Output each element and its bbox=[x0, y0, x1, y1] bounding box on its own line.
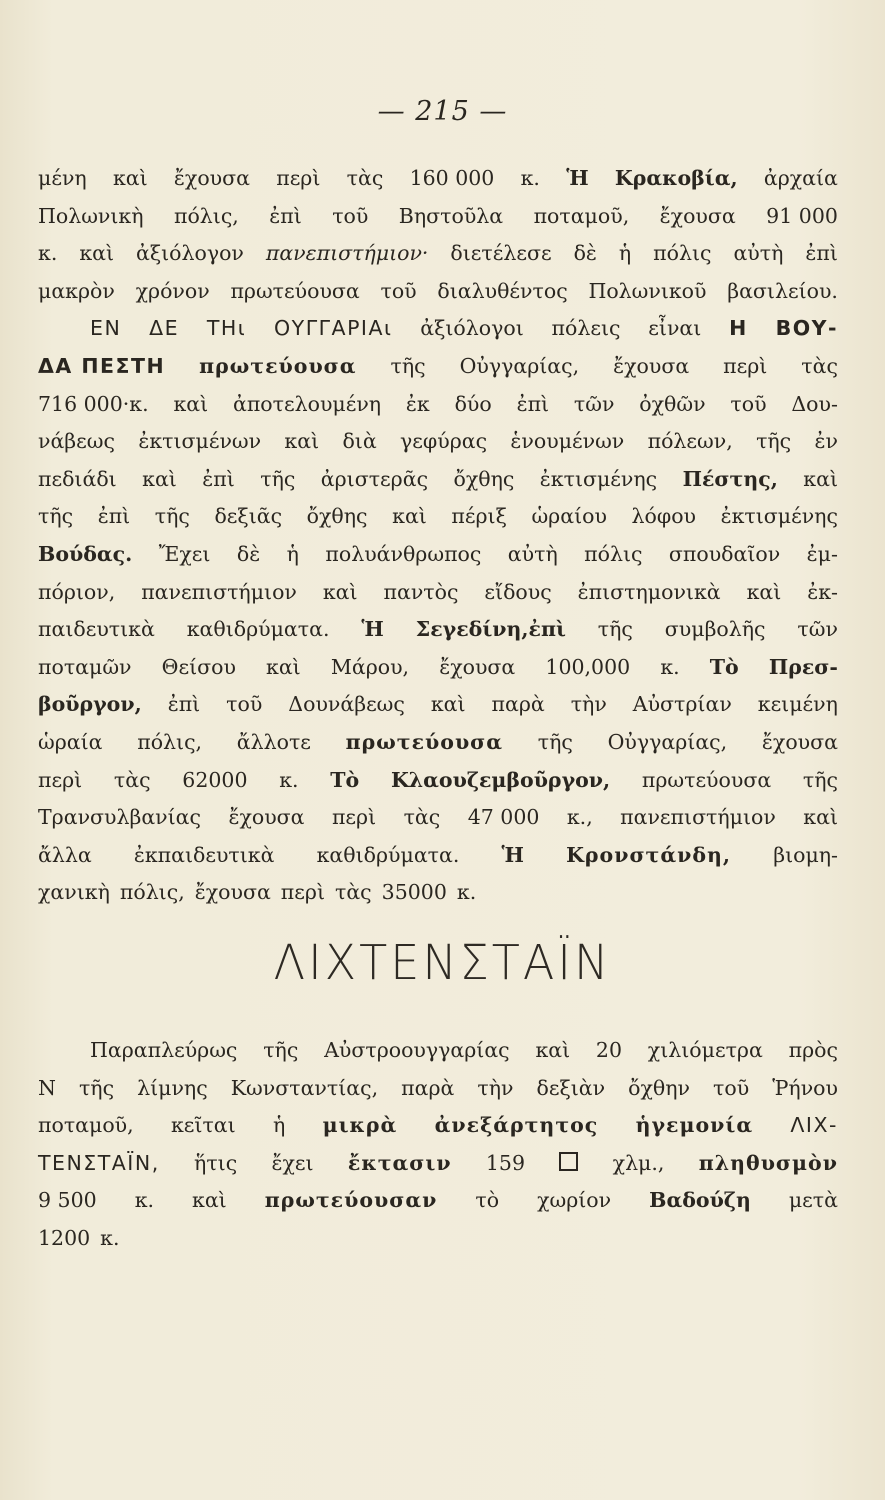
word: ἔχουσα bbox=[194, 880, 271, 905]
word: χανικὴ bbox=[38, 880, 110, 905]
word: καὶ bbox=[173, 391, 209, 416]
word: τὰς bbox=[334, 880, 372, 905]
word: ποταμοῦ, bbox=[38, 1113, 134, 1138]
word: ἐπὶ bbox=[97, 504, 131, 529]
word: κ. bbox=[38, 241, 58, 266]
word: ἐκ- bbox=[807, 579, 838, 604]
word: ὄχθην bbox=[628, 1075, 690, 1100]
word: Ῥήνου bbox=[772, 1075, 838, 1100]
word: ἐκτισμένης bbox=[539, 466, 658, 491]
word: ἡγεμονία bbox=[635, 1113, 754, 1138]
word: Τὸ bbox=[709, 654, 739, 679]
word: πρωτεύουσαν bbox=[264, 1188, 438, 1213]
text-line bbox=[38, 762, 838, 800]
word: βιομη- bbox=[773, 842, 838, 867]
word: τῆς bbox=[78, 1075, 115, 1100]
word: παρὰ bbox=[491, 692, 545, 717]
word: τῆς bbox=[756, 429, 792, 454]
word: Μάρου, bbox=[330, 654, 410, 679]
word: 47 000 bbox=[467, 805, 540, 830]
word: ΒΟΥ- bbox=[775, 316, 838, 341]
word: 159 bbox=[485, 1150, 526, 1175]
word: πρωτεύουσα bbox=[345, 729, 504, 754]
word: λόφου bbox=[631, 504, 697, 529]
word: τὰς bbox=[346, 166, 384, 190]
word: τὸ bbox=[475, 1188, 500, 1213]
word: περὶ bbox=[723, 353, 768, 378]
word: αὐτὴ bbox=[733, 241, 784, 266]
word: Αὐστρίαν bbox=[632, 692, 732, 717]
word: Οὐγγαρίας, bbox=[607, 729, 728, 754]
word: πόλεις bbox=[551, 316, 621, 341]
word: 160 000 bbox=[409, 166, 495, 190]
word: 91 000 bbox=[766, 203, 838, 228]
word: καὶ bbox=[803, 805, 838, 830]
word: πόλις, bbox=[119, 880, 185, 905]
word: περὶ bbox=[331, 805, 377, 830]
word: Κρονστάνδη, bbox=[566, 842, 732, 867]
word: Δου- bbox=[791, 391, 838, 416]
text-line bbox=[38, 235, 838, 273]
word: Τρανσυλβανίας bbox=[38, 805, 201, 830]
word: Ἔχει bbox=[158, 541, 211, 566]
word: εἴδους bbox=[484, 579, 552, 604]
text-line bbox=[38, 273, 838, 311]
word: ΛΙΧ- bbox=[790, 1113, 838, 1138]
word: εἶναι bbox=[648, 316, 702, 341]
word: γεφύρας bbox=[400, 429, 488, 454]
word: 9 500 bbox=[38, 1188, 97, 1213]
word: ἐπὶ bbox=[269, 203, 302, 228]
word: Κωνσταντίας, bbox=[230, 1075, 379, 1100]
word: ὀχθῶν bbox=[639, 391, 706, 416]
word: συμβολῆς bbox=[664, 617, 766, 642]
word: τὰς bbox=[403, 805, 441, 830]
word: τῆς bbox=[263, 1038, 299, 1062]
text-line bbox=[38, 1032, 838, 1070]
word: τῆς bbox=[390, 353, 426, 378]
word: βασιλείου. bbox=[727, 278, 838, 303]
word: καὶ bbox=[803, 466, 838, 491]
word: κ. bbox=[520, 166, 540, 190]
text-line bbox=[38, 724, 838, 762]
word: καὶ bbox=[266, 654, 301, 679]
word: ἔχουσα bbox=[761, 729, 838, 754]
word: ὄχθης bbox=[453, 466, 515, 491]
word: τῶν bbox=[573, 391, 615, 416]
word: Κλαουζεμβοῦργον, bbox=[390, 767, 611, 792]
word: χιλιόμετρα bbox=[647, 1038, 763, 1062]
word: ἔκτασιν bbox=[347, 1150, 452, 1175]
word: τῆς bbox=[537, 729, 573, 754]
text-line bbox=[38, 160, 838, 198]
word: καὶ bbox=[392, 504, 427, 529]
word: 1200 bbox=[38, 1225, 91, 1250]
word: ἔχουσα bbox=[173, 166, 250, 190]
word: Θείσου bbox=[161, 654, 236, 679]
word: περὶ bbox=[38, 767, 83, 792]
word: τοῦ bbox=[380, 278, 417, 303]
word: Ἡ bbox=[566, 166, 589, 190]
word: τὰς bbox=[801, 353, 838, 378]
word: τοῦ bbox=[713, 1075, 750, 1100]
word: ΤΕΝΣΤΑΪΝ, bbox=[38, 1150, 160, 1175]
word: καὶ bbox=[142, 466, 177, 491]
word: ἀνεξάρτητος bbox=[434, 1113, 599, 1138]
word: ὡραίου bbox=[531, 504, 607, 529]
word: πληθυσμὸν bbox=[698, 1150, 838, 1175]
word: μένη bbox=[38, 166, 87, 190]
word: τῆς bbox=[597, 617, 633, 642]
word: Κρακοβία, bbox=[614, 166, 738, 190]
word: ἔχουσα bbox=[613, 353, 690, 378]
word: διετέλεσε bbox=[450, 241, 552, 266]
word: τῆς bbox=[260, 466, 296, 491]
word: κειμένη bbox=[757, 692, 838, 717]
word: ἐκπαιδευτικὰ bbox=[133, 842, 275, 867]
word: ἐπὶ bbox=[805, 241, 838, 266]
word: λίμνης bbox=[137, 1075, 208, 1100]
word: ἔχουσα bbox=[439, 654, 516, 679]
word: διαλυθέντος bbox=[437, 278, 568, 303]
word: τὰς bbox=[113, 767, 151, 792]
word: Ν bbox=[38, 1075, 56, 1100]
word: ἔχουσα bbox=[228, 805, 305, 830]
word: νάβεως bbox=[38, 429, 115, 454]
word: καὶ bbox=[112, 166, 148, 190]
word: ΟΥΓΓΑΡΙΑι bbox=[274, 316, 393, 341]
word: καθιδρύματα. bbox=[316, 842, 460, 867]
word: παντὸς bbox=[383, 579, 459, 604]
word: καὶ bbox=[746, 579, 782, 604]
word: κ. bbox=[100, 1225, 120, 1250]
word: δὲ bbox=[573, 241, 597, 266]
word: ἔχουσα bbox=[659, 203, 736, 228]
section-title: ΛΙΧΤΕΝΣΤΑΪΝ bbox=[273, 933, 612, 991]
word: χωρίον bbox=[537, 1188, 612, 1213]
word: σπουδαῖον bbox=[668, 541, 781, 566]
word: ἐπὶ bbox=[167, 692, 201, 717]
word: πόλις, bbox=[173, 203, 239, 228]
word: πόλις, bbox=[137, 729, 203, 754]
word: Αὐστροουγγαρίας bbox=[324, 1038, 510, 1062]
word: ἑνουμένων bbox=[510, 429, 625, 454]
word: ἐπὶ bbox=[202, 466, 235, 491]
word: δεξιὰν bbox=[536, 1075, 606, 1100]
word: τοῦ bbox=[332, 203, 369, 228]
word: χρόνον bbox=[135, 278, 210, 303]
word: ἀξιόλογον bbox=[135, 241, 244, 266]
word: ποταμοῦ, bbox=[533, 203, 630, 228]
word: Δουνάβεως bbox=[288, 692, 405, 717]
word: τῆς bbox=[802, 767, 838, 792]
word: βοῦργον, bbox=[38, 692, 142, 717]
word: ἐκτισμένων bbox=[138, 429, 262, 454]
text-line bbox=[38, 423, 838, 461]
word: διὰ bbox=[342, 429, 377, 454]
text-line bbox=[38, 1107, 838, 1145]
text-line bbox=[38, 498, 838, 536]
word: Οὐγγαρίας, bbox=[459, 353, 580, 378]
word: 62000 bbox=[182, 767, 248, 792]
word: Πολωνικοῦ bbox=[588, 278, 707, 303]
text-line bbox=[38, 1070, 838, 1108]
text-line bbox=[38, 1182, 838, 1220]
word: κ. bbox=[134, 1188, 155, 1213]
word: πρωτεύουσα bbox=[641, 767, 772, 792]
word: πέριξ bbox=[451, 504, 507, 529]
word: κ. bbox=[456, 880, 477, 905]
word: παιδευτικὰ bbox=[38, 617, 155, 642]
text-line bbox=[38, 348, 838, 386]
word: Η bbox=[729, 316, 748, 341]
word: τῶν bbox=[797, 617, 838, 642]
word: περὶ bbox=[276, 166, 321, 190]
word: πανεπιστήμιον· bbox=[265, 241, 429, 266]
word: καὶ bbox=[430, 692, 466, 717]
word: Πέστης, bbox=[682, 466, 778, 491]
word: πανεπιστήμιον bbox=[620, 805, 776, 830]
word: καὶ bbox=[284, 429, 320, 454]
word: ἀποτελουμένη bbox=[232, 391, 382, 416]
word: καὶ bbox=[79, 241, 115, 266]
text-line bbox=[38, 649, 838, 687]
word: καὶ bbox=[322, 579, 358, 604]
word: δεξιᾶς bbox=[214, 504, 283, 529]
text-line bbox=[38, 574, 838, 612]
text-line bbox=[38, 799, 838, 837]
text-line bbox=[38, 1220, 838, 1258]
word: ΔΑ ΠΕΣΤΗ bbox=[38, 353, 166, 378]
word: ἐπὶ bbox=[516, 391, 550, 416]
word: ὡραία bbox=[38, 729, 103, 754]
text-line bbox=[38, 837, 838, 875]
word: ἀριστερᾶς bbox=[320, 466, 429, 491]
word: ἐπιστημονικὰ bbox=[577, 579, 721, 604]
word: ἐκ bbox=[405, 391, 430, 416]
word: Βαδούζη bbox=[649, 1188, 751, 1213]
word: 716 000·κ. bbox=[38, 391, 149, 416]
word: πολυάνθρωπος bbox=[325, 541, 482, 566]
word: Τὸ bbox=[330, 767, 360, 792]
word: ἄλλοτε bbox=[236, 729, 311, 754]
paragraph-liechtenstein bbox=[38, 1032, 838, 1258]
word: κεῖται bbox=[170, 1113, 236, 1138]
word: Βηστοῦλα bbox=[398, 203, 504, 228]
text-line bbox=[38, 686, 838, 724]
word: ἡ bbox=[272, 1113, 286, 1138]
word: ἔχει bbox=[271, 1150, 314, 1175]
word: πρωτεύουσα bbox=[230, 278, 360, 303]
word: ἄλλα bbox=[38, 842, 92, 867]
word: ὄχθης bbox=[306, 504, 368, 529]
word: τοῦ bbox=[226, 692, 263, 717]
word: κ., bbox=[566, 805, 593, 830]
text-line bbox=[38, 536, 838, 574]
text-line bbox=[38, 386, 838, 424]
word: κ. bbox=[279, 767, 299, 792]
word: πόλις bbox=[653, 241, 712, 266]
word: πρωτεύουσα bbox=[199, 353, 357, 378]
text-line bbox=[38, 874, 838, 912]
word: ἡ bbox=[286, 541, 299, 566]
word: 100,000 bbox=[545, 654, 631, 679]
word: ΕΝ bbox=[90, 316, 122, 341]
word: Βούδας. bbox=[38, 541, 133, 566]
word: πόριον, bbox=[38, 579, 116, 604]
word: Σεγεδίνη,ἐπὶ bbox=[415, 617, 566, 642]
word: πεδιάδι bbox=[38, 466, 117, 491]
word: ἐν bbox=[814, 429, 838, 454]
word: αὐτὴ bbox=[507, 541, 558, 566]
paragraph-hungary-cities bbox=[38, 160, 838, 912]
word: παρὰ bbox=[401, 1075, 455, 1100]
word: περὶ bbox=[280, 880, 325, 905]
word: πόλεων, bbox=[647, 429, 733, 454]
word: δὲ bbox=[236, 541, 261, 566]
word: ΤΗι bbox=[206, 316, 247, 341]
text-line bbox=[38, 310, 838, 348]
word: ἀρχαία bbox=[763, 166, 838, 190]
word: χλμ., bbox=[612, 1150, 665, 1175]
word: καὶ bbox=[192, 1188, 227, 1213]
page-number: — 215 — bbox=[377, 96, 508, 127]
word: τοῦ bbox=[730, 391, 767, 416]
word: πόλις bbox=[584, 541, 643, 566]
word: Πρεσ- bbox=[768, 654, 838, 679]
text-line bbox=[38, 461, 838, 499]
word: μετὰ bbox=[788, 1188, 838, 1213]
word: ἡ bbox=[618, 241, 632, 266]
word: ἥτις bbox=[194, 1150, 238, 1175]
word: μακρὸν bbox=[38, 278, 115, 303]
word: μικρὰ bbox=[322, 1113, 398, 1138]
word: ποταμῶν bbox=[38, 654, 132, 679]
word: ἀξιόλογοι bbox=[420, 316, 524, 341]
word: τὴν bbox=[477, 1075, 514, 1100]
word: Ἡ bbox=[501, 842, 524, 867]
word: καὶ bbox=[535, 1038, 571, 1062]
word: τὴν bbox=[570, 692, 607, 717]
square-symbol-icon bbox=[559, 1145, 578, 1183]
word: ἐμ- bbox=[806, 541, 838, 566]
word: Πολωνικὴ bbox=[38, 203, 144, 228]
word: 35000 bbox=[381, 880, 447, 905]
word: πρὸς bbox=[788, 1038, 838, 1062]
text-line bbox=[38, 198, 838, 236]
word: κ. bbox=[660, 654, 680, 679]
word: Παραπλεύρως bbox=[90, 1038, 238, 1062]
word: τῆς bbox=[38, 504, 74, 529]
word: δύο bbox=[454, 391, 492, 416]
word: Ἡ bbox=[361, 617, 384, 642]
text-line bbox=[38, 1145, 838, 1183]
word: τῆς bbox=[154, 504, 190, 529]
word: πανεπιστήμιον bbox=[141, 579, 297, 604]
word: ΔΕ bbox=[149, 316, 180, 341]
word: ἐκτισμένης bbox=[720, 504, 838, 529]
word: 20 bbox=[595, 1038, 623, 1062]
word: καθιδρύματα. bbox=[186, 617, 330, 642]
text-line bbox=[38, 611, 838, 649]
